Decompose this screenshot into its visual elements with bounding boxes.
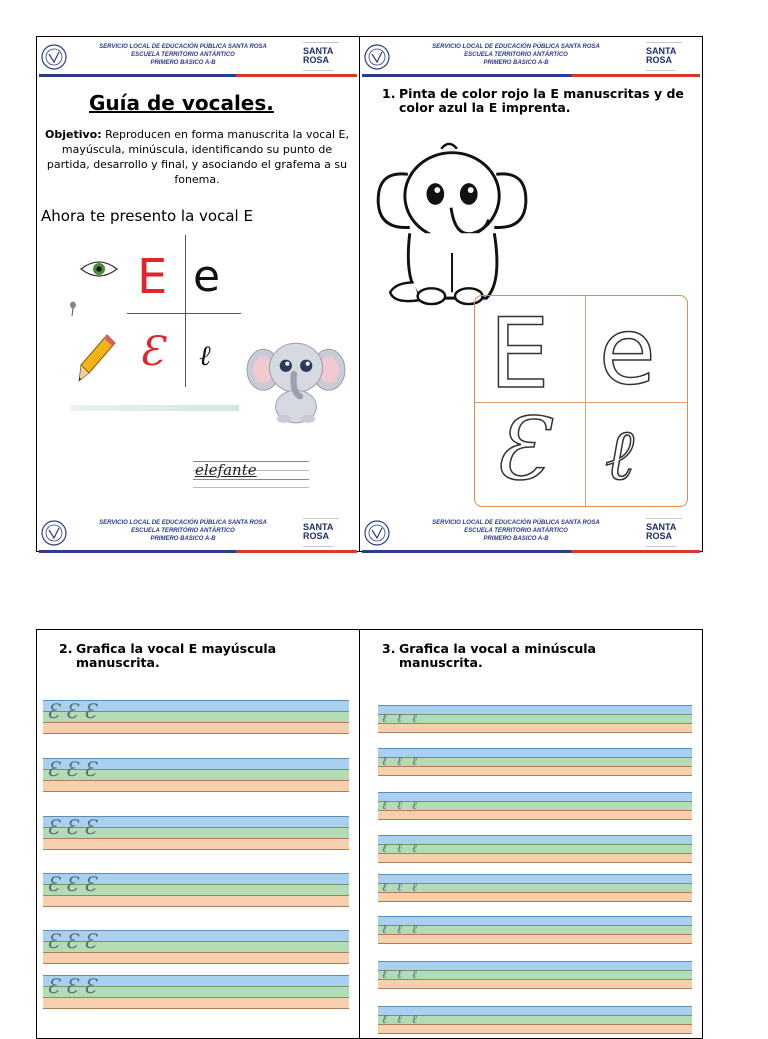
example-word: elefante (195, 461, 257, 479)
worksheet-page-2 (359, 36, 703, 552)
intro-text: Ahora te presento la vocal E (41, 207, 253, 225)
santa-rosa-logo (303, 43, 343, 73)
logo-line-1: SANTA (646, 522, 677, 532)
writing-guide-line[interactable] (378, 874, 692, 904)
writing-guide-line[interactable] (378, 835, 692, 865)
eye-icon (79, 259, 119, 279)
header-line-2: ESCUELA TERRITORIO ANTÁRTICO (464, 52, 568, 58)
instruction-2 (59, 642, 319, 670)
cursive-lowercase-e: ℓ (199, 339, 211, 372)
elephant-coloring-illustration (370, 135, 538, 307)
header-line-1: SERVICIO LOCAL DE EDUCACIÓN PÚBLICA SANTA ROSA (99, 44, 267, 50)
outline-uppercase-e: E (489, 298, 550, 410)
outline-cursive-uppercase-e: Ɛ (493, 400, 547, 500)
header-line-3: PRIMERO BASICO A-B (150, 60, 216, 66)
footer-stripe (39, 550, 357, 553)
pencil-icon (77, 333, 117, 383)
header-text (400, 43, 632, 67)
footer-text (77, 519, 289, 543)
logo-line-1: SANTA (303, 522, 334, 532)
trace-letters: ℓℓℓ (382, 841, 427, 855)
header-stripe (39, 74, 357, 77)
logo-line-2: ROSA (303, 55, 330, 65)
writing-guide-line[interactable] (378, 961, 692, 991)
instruction-text: Grafica la vocal E mayúscula manuscrita. (76, 641, 277, 670)
page-header (37, 37, 359, 77)
footer-text (400, 519, 632, 543)
instruction-number: 2. (59, 641, 73, 656)
header-line-3: PRIMERO BASICO A-B (483, 60, 549, 66)
school-seal-icon (41, 520, 67, 546)
writing-guide-line[interactable] (378, 792, 692, 822)
page-title: Guía de vocales. (89, 91, 274, 115)
instruction-1 (382, 87, 688, 115)
header-line-1: SERVICIO LOCAL DE EDUCACIÓN PÚBLICA SANTA ROSA (432, 44, 600, 50)
instruction-number: 1. (382, 86, 396, 101)
writing-guide-line[interactable] (43, 700, 349, 734)
instruction-number: 3. (382, 641, 396, 656)
trace-letters: ƐƐƐ (47, 872, 103, 896)
santa-rosa-logo (646, 519, 686, 549)
objective-label: Objetivo: (44, 128, 102, 141)
page-footer (360, 513, 702, 553)
footer-stripe (362, 550, 700, 553)
school-seal-icon (364, 520, 390, 546)
trace-letters: ℓℓℓ (382, 754, 427, 768)
school-seal-icon (41, 44, 67, 70)
letter-chart (127, 235, 239, 391)
writing-guide-line[interactable] (43, 873, 349, 907)
trace-letters: ƐƐƐ (47, 929, 103, 953)
footer-line-2: ESCUELA TERRITORIO ANTÁRTICO (131, 528, 235, 534)
logo-line-1: SANTA (646, 46, 677, 56)
santa-rosa-logo (303, 519, 343, 549)
writing-guide-line[interactable] (378, 748, 692, 778)
trace-letters: ƐƐƐ (47, 757, 103, 781)
header-line-2: ESCUELA TERRITORIO ANTÁRTICO (131, 52, 235, 58)
chart-base-line (71, 405, 239, 411)
logo-line-1: SANTA (303, 46, 334, 56)
trace-letters: ℓℓℓ (382, 880, 427, 894)
instruction-text: Grafica la vocal a minúscula manuscrita. (399, 641, 596, 670)
worksheet-page-3 (36, 629, 360, 1039)
header-text (77, 43, 289, 67)
print-uppercase-e: E (137, 249, 168, 305)
trace-letters: ƐƐƐ (47, 974, 103, 998)
cursive-uppercase-e: Ɛ (139, 329, 164, 375)
logo-line-2: ROSA (303, 531, 330, 541)
trace-letters: ƐƐƐ (47, 815, 103, 839)
writing-guide-line[interactable] (43, 975, 349, 1009)
trace-letters: ℓℓℓ (382, 967, 427, 981)
writing-guide-line[interactable] (378, 916, 692, 946)
footer-line-1: SERVICIO LOCAL DE EDUCACIÓN PÚBLICA SANTA ROSA (432, 520, 600, 526)
microphone-icon (69, 301, 77, 317)
objective-text (43, 127, 351, 187)
worksheet-page-1 (36, 36, 360, 552)
objective-body: Reproducen en forma manuscrita la vocal E, mayúscula, minúscula, identificando su punto de partida, desarrollo y final, y asociando el grafema a su fonema. (46, 128, 350, 186)
trace-letters: ℓℓℓ (382, 798, 427, 812)
trace-letters: ƐƐƐ (47, 699, 103, 723)
writing-guide-line[interactable] (378, 705, 692, 735)
baby-elephant-illustration (245, 333, 347, 425)
page-header (360, 37, 702, 77)
outline-lowercase-e: e (599, 298, 656, 405)
instruction-3 (382, 642, 642, 670)
footer-line-1: SERVICIO LOCAL DE EDUCACIÓN PÚBLICA SANTA ROSA (99, 520, 267, 526)
coloring-letter-grid (474, 295, 688, 507)
logo-line-2: ROSA (646, 55, 673, 65)
trace-letters: ℓℓℓ (382, 1012, 427, 1026)
outline-cursive-lowercase-e: ℓ (605, 414, 635, 496)
school-seal-icon (364, 44, 390, 70)
instruction-text: Pinta de color rojo la E manuscritas y de color azul la E imprenta. (399, 86, 684, 115)
trace-letters: ℓℓℓ (382, 922, 427, 936)
footer-line-3: PRIMERO BASICO A-B (483, 536, 549, 542)
page-footer (37, 513, 359, 553)
trace-letters: ℓℓℓ (382, 711, 427, 725)
writing-guide-line[interactable] (378, 1006, 692, 1036)
worksheet-page-4 (359, 629, 703, 1039)
footer-line-3: PRIMERO BASICO A-B (150, 536, 216, 542)
writing-guide-line[interactable] (43, 816, 349, 850)
writing-guide-line[interactable] (43, 758, 349, 792)
logo-line-2: ROSA (646, 531, 673, 541)
santa-rosa-logo (646, 43, 686, 73)
word-guide-box (193, 455, 309, 489)
print-lowercase-e: e (193, 251, 221, 302)
writing-guide-line[interactable] (43, 930, 349, 964)
footer-line-2: ESCUELA TERRITORIO ANTÁRTICO (464, 528, 568, 534)
header-stripe (362, 74, 700, 77)
